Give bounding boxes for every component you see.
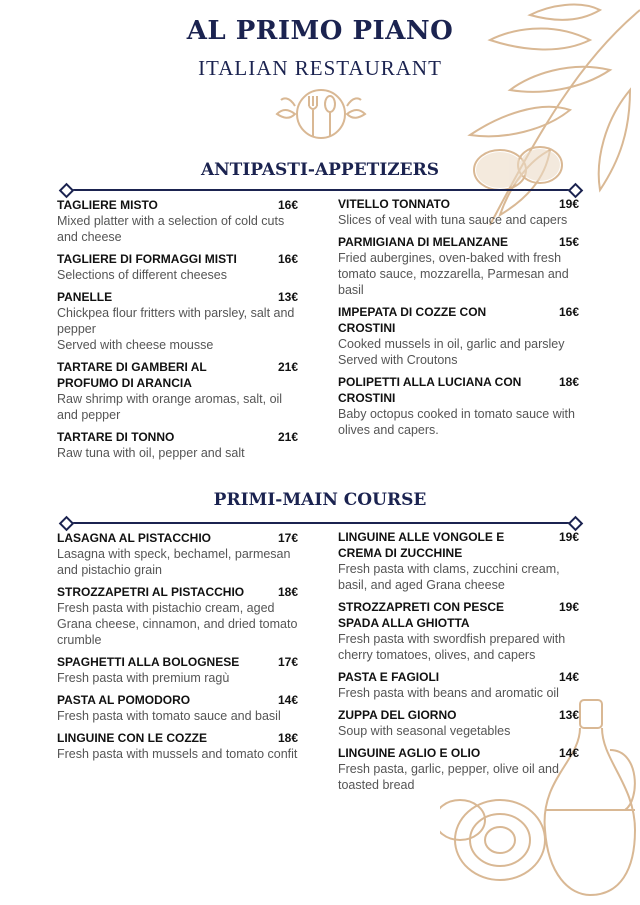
menu-item — [57, 692, 300, 724]
item-description: Served with Croutons — [338, 353, 458, 367]
item-description: Raw shrimp with orange aromas, salt, oil and pepper — [57, 392, 283, 422]
item-name: VITELLO TONNATO — [338, 197, 451, 211]
item-name: PARMIGIANA DI MELANZANE — [338, 235, 508, 249]
menu-item — [57, 530, 300, 578]
item-description: Slices of veal with tuna sauce and capers — [338, 213, 568, 227]
item-name: PASTA E FAGIOLI — [338, 670, 440, 684]
item-description: Soup with seasonal vegetables — [338, 724, 511, 738]
item-price: 21€ — [277, 360, 298, 374]
item-name: TARTARE DI TONNO — [57, 430, 175, 444]
menu-item — [338, 669, 581, 701]
item-description: Fresh pasta, garlic, pepper, olive oil and toasted bread — [338, 762, 559, 792]
item-name: SPAGHETTI ALLA BOLOGNESE — [57, 655, 240, 669]
menu-item — [338, 304, 581, 368]
item-price: 18€ — [277, 585, 298, 599]
item-price: 19€ — [558, 197, 579, 211]
item-name: STROZZAPETRI AL PISTACCHIO — [57, 585, 245, 599]
menu-item — [57, 359, 300, 423]
item-name: ZUPPA DEL GIORNO — [338, 708, 457, 722]
item-price: 14€ — [558, 670, 579, 684]
item-price: 14€ — [558, 746, 579, 760]
menu-item — [57, 429, 300, 461]
item-description: Cooked mussels in oil, garlic and parsley — [338, 337, 565, 351]
item-name: IMPEPATA DI COZZE CON CROSTINI — [338, 305, 487, 335]
menu-item — [338, 196, 581, 228]
restaurant-subtitle: ITALIAN RESTAURANT — [198, 56, 442, 80]
menu-item — [57, 730, 300, 762]
item-name: PANELLE — [57, 290, 113, 304]
item-price: 17€ — [277, 655, 298, 669]
item-name: TAGLIERE DI FORMAGGI MISTI — [57, 252, 237, 266]
item-description: Fresh pasta with tomato sauce and basil — [57, 709, 281, 723]
item-name: LINGUINE AGLIO E OLIO — [338, 746, 481, 760]
item-description: Served with cheese mousse — [57, 338, 214, 352]
menu-item — [338, 529, 581, 593]
menu-item — [57, 289, 300, 353]
item-price: 16€ — [277, 252, 298, 266]
menu-item — [338, 599, 581, 663]
item-price: 18€ — [277, 731, 298, 745]
item-price: 16€ — [277, 198, 298, 212]
item-description: Selections of different cheeses — [57, 268, 228, 282]
item-description: Fresh pasta with premium ragù — [57, 671, 230, 685]
primi-left-column — [57, 530, 300, 762]
fork-spoon-logo-icon — [275, 82, 367, 146]
item-description: Fresh pasta with clams, zucchini cream, basil, and aged Grana cheese — [338, 562, 560, 592]
antipasti-right-column — [338, 196, 581, 438]
menu-item — [57, 251, 300, 283]
item-price: 19€ — [558, 600, 579, 614]
item-name: STROZZAPRETI CON PESCE SPADA ALLA GHIOTTA — [338, 600, 505, 630]
item-description: Chickpea flour fritters with parsley, salt and pepper — [57, 306, 295, 336]
section-title-primi: PRIMI-MAIN COURSE — [213, 490, 427, 510]
item-price: 16€ — [558, 305, 579, 319]
item-price: 14€ — [277, 693, 298, 707]
item-name: LINGUINE ALLE VONGOLE E CREMA DI ZUCCHINE — [338, 530, 505, 560]
item-name: LASAGNA AL PISTACCHIO — [57, 531, 212, 545]
item-price: 21€ — [277, 430, 298, 444]
item-name: LINGUINE CON LE COZZE — [57, 731, 207, 745]
item-name: POLIPETTI ALLA LUCIANA CON CROSTINI — [338, 375, 522, 405]
menu-item — [338, 234, 581, 298]
section-title-antipasti: ANTIPASTI-APPETIZERS — [200, 160, 440, 180]
item-description: Fresh pasta with beans and aromatic oil — [338, 686, 559, 700]
restaurant-name: AL PRIMO PIANO — [186, 16, 454, 46]
menu-item — [57, 197, 300, 245]
item-price: 15€ — [558, 235, 579, 249]
item-description: Fresh pasta with swordfish prepared with cherry tomatoes, olives, and capers — [338, 632, 566, 662]
menu-item — [338, 745, 581, 793]
item-price: 13€ — [277, 290, 298, 304]
menu-item — [57, 654, 300, 686]
item-name: TAGLIERE MISTO — [57, 198, 158, 212]
item-description: Mixed platter with a selection of cold cuts and cheese — [57, 214, 285, 244]
menu-item — [57, 584, 300, 648]
section-divider — [66, 522, 576, 524]
item-description: Fried aubergines, oven-baked with fresh tomato sauce, mozzarella, Parmesan and basil — [338, 251, 569, 297]
primi-right-column — [338, 529, 581, 793]
item-description: Raw tuna with oil, pepper and salt — [57, 446, 245, 460]
item-price: 17€ — [277, 531, 298, 545]
menu-item — [338, 707, 581, 739]
menu-item — [338, 374, 581, 438]
item-description: Fresh pasta with pistachio cream, aged Grana cheese, cinnamon, and dried tomato crumble — [57, 601, 298, 647]
item-description: Baby octopus cooked in tomato sauce with olives and capers. — [338, 407, 575, 437]
item-price: 13€ — [558, 708, 579, 722]
antipasti-left-column — [57, 197, 300, 461]
item-name: PASTA AL POMODORO — [57, 693, 191, 707]
item-description: Lasagna with speck, bechamel, parmesan and pistachio grain — [57, 547, 291, 577]
item-description: Fresh pasta with mussels and tomato confit — [57, 747, 298, 761]
item-price: 18€ — [558, 375, 579, 389]
section-divider — [66, 189, 576, 191]
item-name: TARTARE DI GAMBERI AL PROFUMO DI ARANCIA — [57, 360, 207, 390]
item-price: 19€ — [558, 530, 579, 544]
